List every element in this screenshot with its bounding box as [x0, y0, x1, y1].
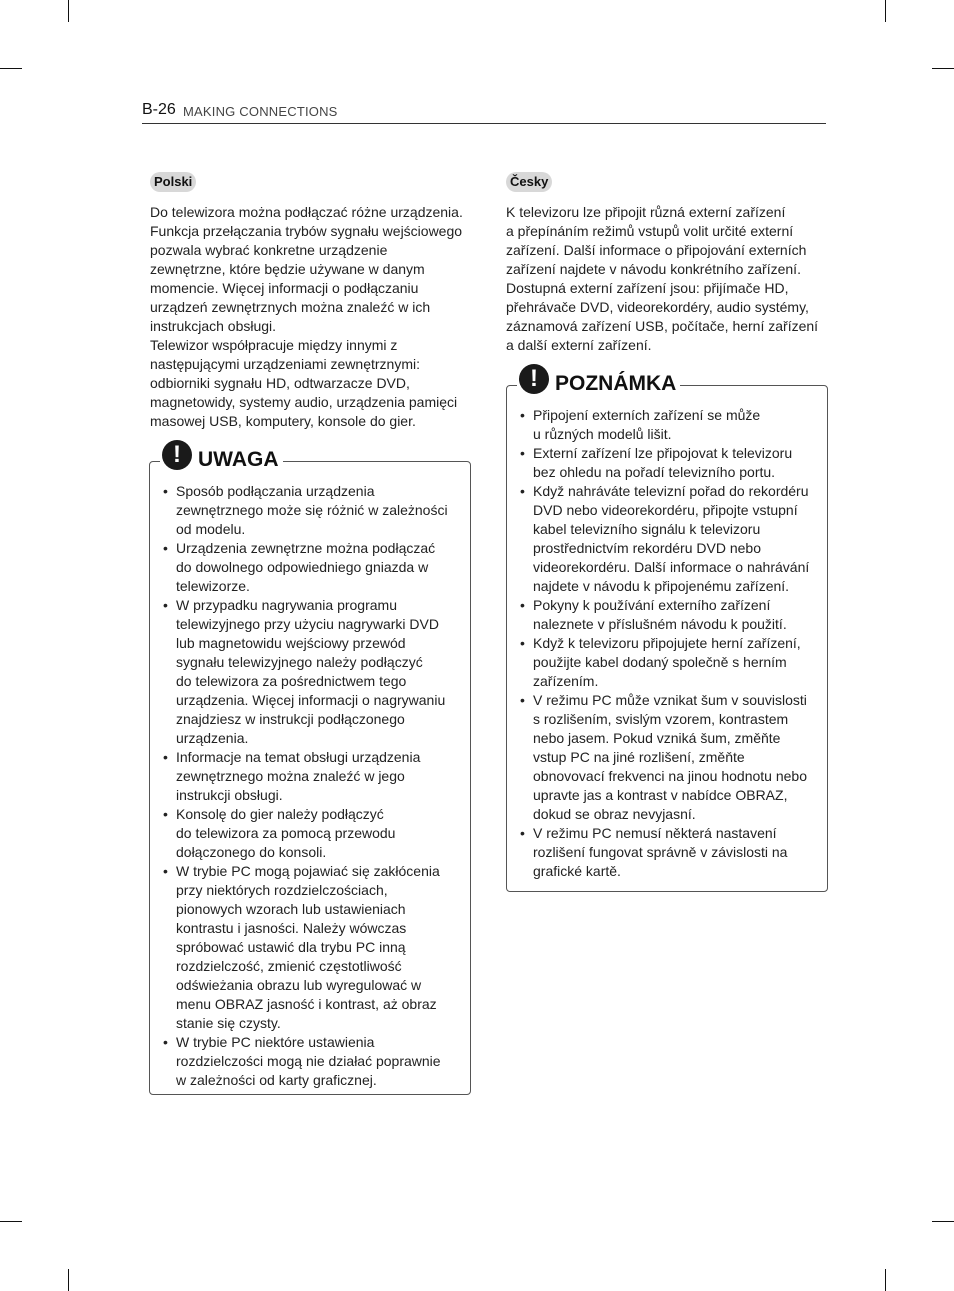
- crop-mark: [0, 1221, 22, 1222]
- note-header: [517, 362, 680, 398]
- list-item: • W trybie PC mogą pojawiać się zakłócenia przy niektórych rozdzielczościach, pionowych wzorach lub ustawieniach kontrastu i jasności. Należy wówczas spróbować ustawić dla trybu PC inną rozdzielczość, zmienić częstotliwość odświeżania obrazu lub wyregulować w menu OBRAZ jasność i kontrast, aż obraz stanie się czysty.: [163, 862, 463, 1033]
- note-list-poznamka: [520, 406, 820, 881]
- list-item: • Informacje na temat obsługi urządzenia zewnętrznego można znaleźć w jego instrukcji obsługi.: [163, 748, 463, 805]
- crop-mark: [68, 0, 69, 22]
- note-box-uwaga: [149, 441, 471, 1095]
- column-czech: [506, 172, 826, 355]
- list-item: • Když nahráváte televizní pořad do rekordéru DVD nebo videorekordéru, připojte vstupní kabel televizního signálu k televizoru prostřednictvím rekordéru DVD nebo videorekordéru. Další informace o nahrávání najdete v návodu k připojenému zařízení.: [520, 482, 820, 596]
- page-number: B-26: [142, 101, 176, 118]
- list-item: • V režimu PC může vznikat šum v souvislosti s rozlišením, svislým vzorem, kontrastem nebo jasem. Pokud vzniká šum, změňte vstup PC na jiné rozlišení, změňte obnovovací frekvenci na jinou hodnotu nebo upravte jas a kontrast v nabídce OBRAZ, dokud se obraz nevyjasní.: [520, 691, 820, 824]
- note-title-poznamka: POZNÁMKA: [555, 372, 677, 395]
- note-title-uwaga: UWAGA: [198, 448, 279, 471]
- exclamation-icon: !: [519, 364, 549, 394]
- crop-mark: [885, 1269, 886, 1291]
- note-list-uwaga: [163, 482, 463, 1090]
- language-tag-czech: Česky: [506, 172, 552, 192]
- intro-paragraph-polish: Do telewizora można podłączać różne urządzenia. Funkcja przełączania trybów sygnału wejściowego pozwala wybrać konkretne urządzenie zewnętrzne, które będzie używane w danym momencie. Więcej informacji o podłączaniu urządzeń zewnętrznych można znaleźć w ich instrukcjach obsługi. Telewizor współpracuje między innymi z następującymi urządzeniami zewnętrznymi: odbiorniki sygnału HD, odtwarzacze DVD, magnetowidy, systemy audio, urządzenia pamięci masowej USB, komputery, konsole do gier.: [150, 204, 463, 429]
- intro-paragraph-czech: K televizoru lze připojit různá externí zařízení a přepínáním režimů vstupů volit určité externí zařízení. Další informace o připojování externích zařízení najdete v návodu konkrétního zařízení. Dostupná externí zařízení jsou: přijímače HD, přehrávače DVD, videorekordéry, audio systémy, záznamová zařízení USB, počítače, herní zařízení a další externí zařízení.: [506, 204, 819, 353]
- list-item: • Konsolę do gier należy podłączyć do telewizora za pomocą przewodu dołączonego do konsoli.: [163, 805, 463, 862]
- list-item: • Pokyny k používání externího zařízení naleznete v příslušném návodu k použití.: [520, 596, 820, 634]
- crop-mark: [932, 68, 954, 69]
- section-title: MAKING CONNECTIONS: [183, 104, 338, 119]
- list-item: • W trybie PC niektóre ustawienia rozdzielczości mogą nie działać poprawnie w zależności od karty graficznej.: [163, 1033, 463, 1090]
- list-item: • Připojení externích zařízení se může u různých modelů lišit.: [520, 406, 820, 444]
- crop-mark: [68, 1269, 69, 1291]
- crop-mark: [932, 1221, 954, 1222]
- language-tag-polish: Polski: [150, 172, 196, 192]
- list-item: • V režimu PC nemusí některá nastavení rozlišení fungovat správně v závislosti na grafické kartě.: [520, 824, 820, 881]
- list-item: • Když k televizoru připojujete herní zařízení, použijte kabel dodaný společně s herním zařízením.: [520, 634, 820, 691]
- page-header: [142, 101, 826, 124]
- exclamation-icon: !: [162, 440, 192, 470]
- crop-mark: [0, 68, 22, 69]
- column-polish: [150, 172, 470, 431]
- note-header: [160, 438, 283, 474]
- list-item: • Externí zařízení lze připojovat k televizoru bez ohledu na pořadí televizního portu.: [520, 444, 820, 482]
- list-item: • Sposób podłączania urządzenia zewnętrznego może się różnić w zależności od modelu.: [163, 482, 463, 539]
- crop-mark: [885, 0, 886, 22]
- note-box-poznamka: [506, 365, 828, 892]
- list-item: • W przypadku nagrywania programu telewizyjnego przy użyciu nagrywarki DVD lub magnetowidu wejściowy przewód sygnału telewizyjnego należy podłączyć do telewizora za pośrednictwem tego urządzenia. Więcej informacji o nagrywaniu znajdziesz w instrukcji podłączonego urządzenia.: [163, 596, 463, 748]
- list-item: • Urządzenia zewnętrzne można podłączać do dowolnego odpowiedniego gniazda w telewizorze.: [163, 539, 463, 596]
